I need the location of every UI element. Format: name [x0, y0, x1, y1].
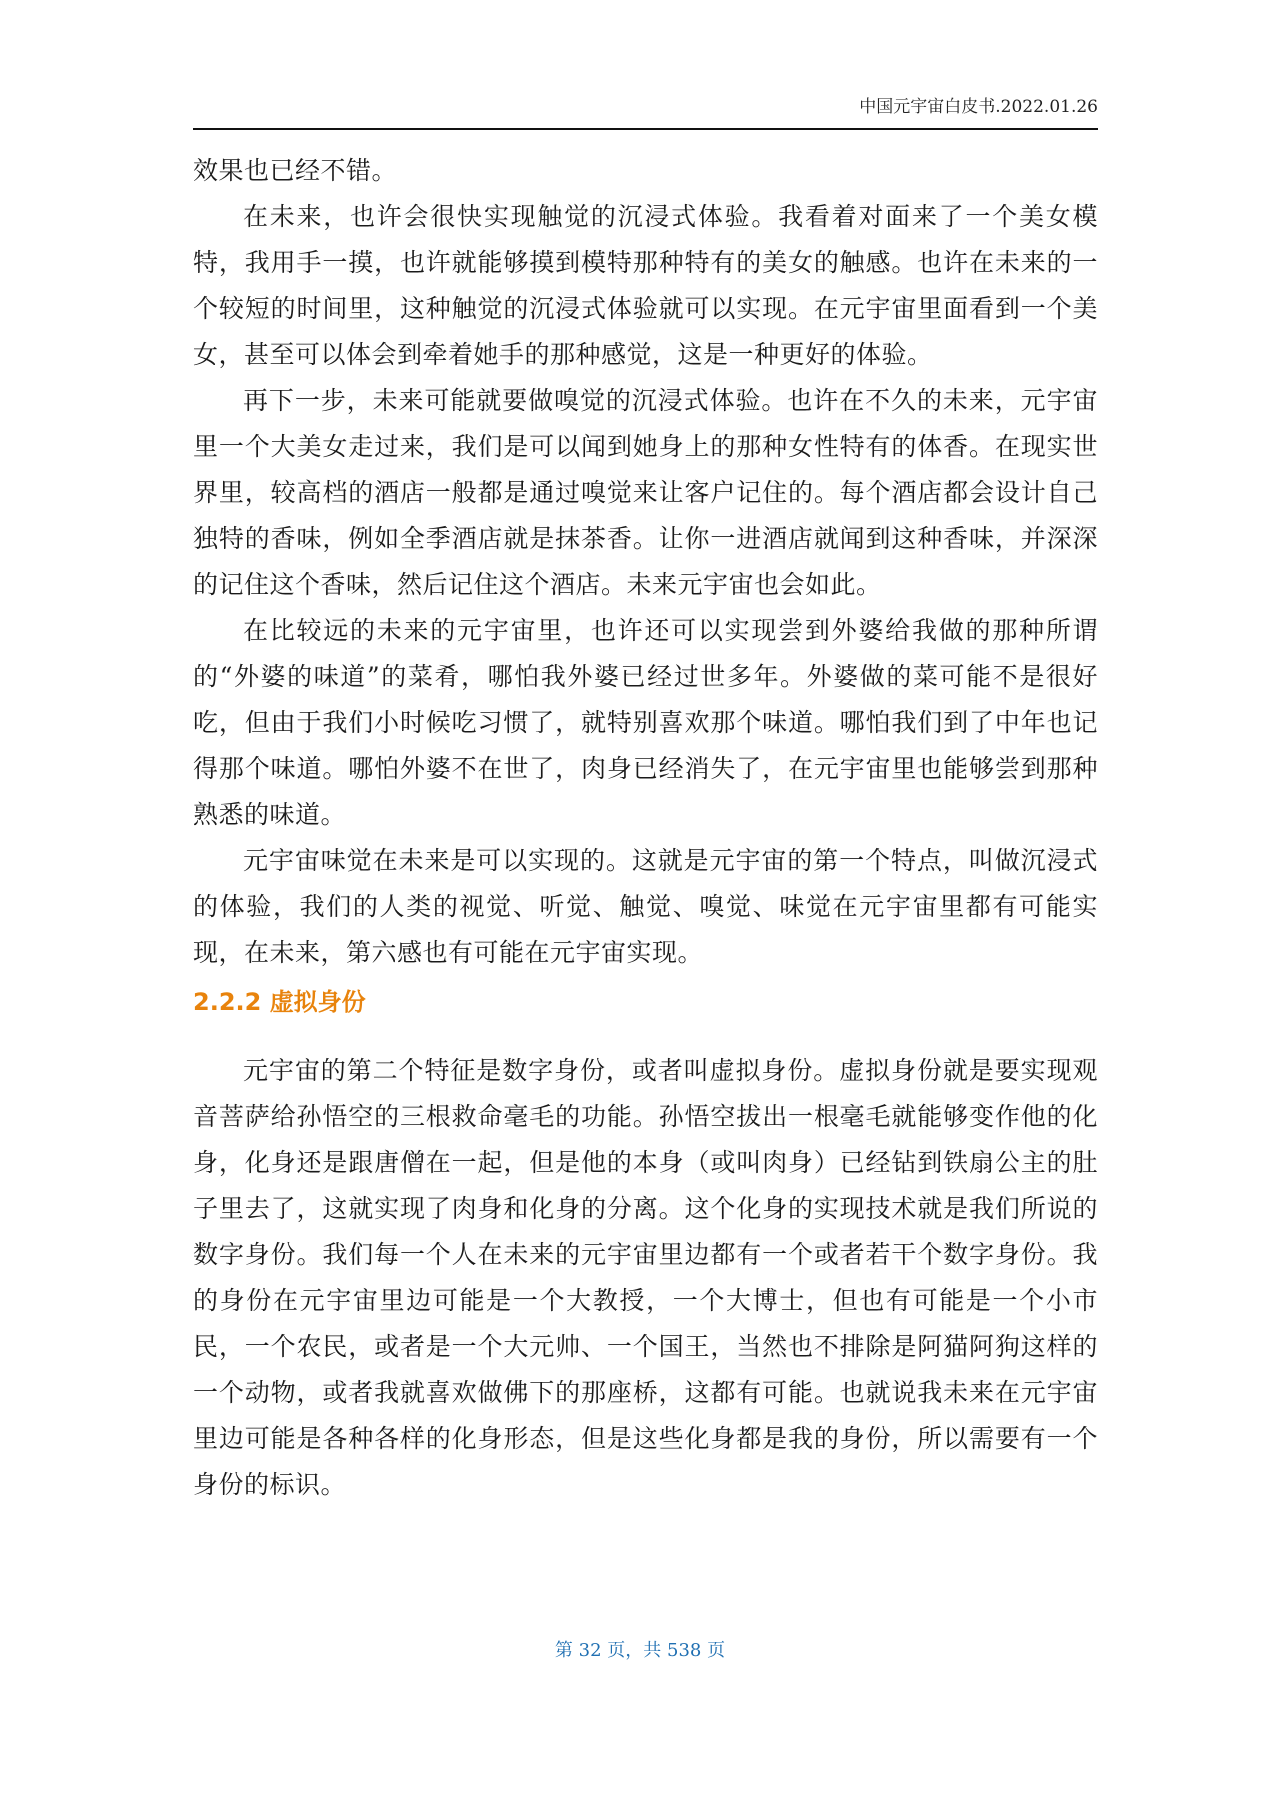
- page-number: 第 32 页，共 538 页: [554, 1640, 726, 1661]
- running-header: 中国元宇宙白皮书.2022.01.26: [859, 97, 1098, 117]
- paragraph: 在比较远的未来的元宇宙里，也许还可以实现尝到外婆给我做的那种所谓的“外婆的味道”的菜肴，哪怕我外婆已经过世多年。外婆做的菜可能不是很好吃，但由于我们小时候吃习惯了，就特别喜欢那个味道。哪怕我们到了中年也记得那个味道。哪怕外婆不在世了，肉身已经消失了，在元宇宙里也能够尝到那种熟悉的味道。: [193, 616, 1098, 829]
- section-heading: 2.2.2 虚拟身份: [193, 988, 366, 1016]
- paragraph: 元宇宙味觉在未来是可以实现的。这就是元宇宙的第一个特点，叫做沉浸式的体验，我们的人类的视觉、听觉、触觉、嗅觉、味觉在元宇宙里都有可能实现，在未来，第六感也有可能在元宇宙实现。: [193, 846, 1098, 967]
- paragraph: 效果也已经不错。: [193, 156, 398, 185]
- page-body: [193, 148, 1098, 1508]
- paragraph: 元宇宙的第二个特征是数字身份，或者叫虚拟身份。虚拟身份就是要实现观音菩萨给孙悟空的三根救命毫毛的功能。孙悟空拔出一根毫毛就能够变作他的化身，化身还是跟唐僧在一起，但是他的本身（或叫肉身）已经钻到铁扇公主的肚子里去了，这就实现了肉身和化身的分离。这个化身的实现技术就是我们所说的数字身份。我们每一个人在未来的元宇宙里边都有一个或者若干个数字身份。我的身份在元宇宙里边可能是一个大教授，一个大博士，但也有可能是一个小市民，一个农民，或者是一个大元帅、一个国王，当然也不排除是阿猫阿狗这样的一个动物，或者我就喜欢做佛下的那座桥，这都有可能。也就说我未来在元宇宙里边可能是各种各样的化身形态，但是这些化身都是我的身份，所以需要有一个身份的标识。: [193, 1056, 1098, 1499]
- paragraph: 再下一步，未来可能就要做嗅觉的沉浸式体验。也许在不久的未来，元宇宙里一个大美女走过来，我们是可以闻到她身上的那种女性特有的体香。在现实世界里，较高档的酒店一般都是通过嗅觉来让客户记住的。每个酒店都会设计自己独特的香味，例如全季酒店就是抹茶香。让你一进酒店就闻到这种香味，并深深的记住这个香味，然后记住这个酒店。未来元宇宙也会如此。: [193, 386, 1098, 599]
- header-divider: [193, 128, 1098, 130]
- paragraph: 在未来，也许会很快实现触觉的沉浸式体验。我看着对面来了一个美女模特，我用手一摸，也许就能够摸到模特那种特有的美女的触感。也许在未来的一个较短的时间里，这种触觉的沉浸式体验就可以实现。在元宇宙里面看到一个美女，甚至可以体会到牵着她手的那种感觉，这是一种更好的体验。: [193, 202, 1098, 369]
